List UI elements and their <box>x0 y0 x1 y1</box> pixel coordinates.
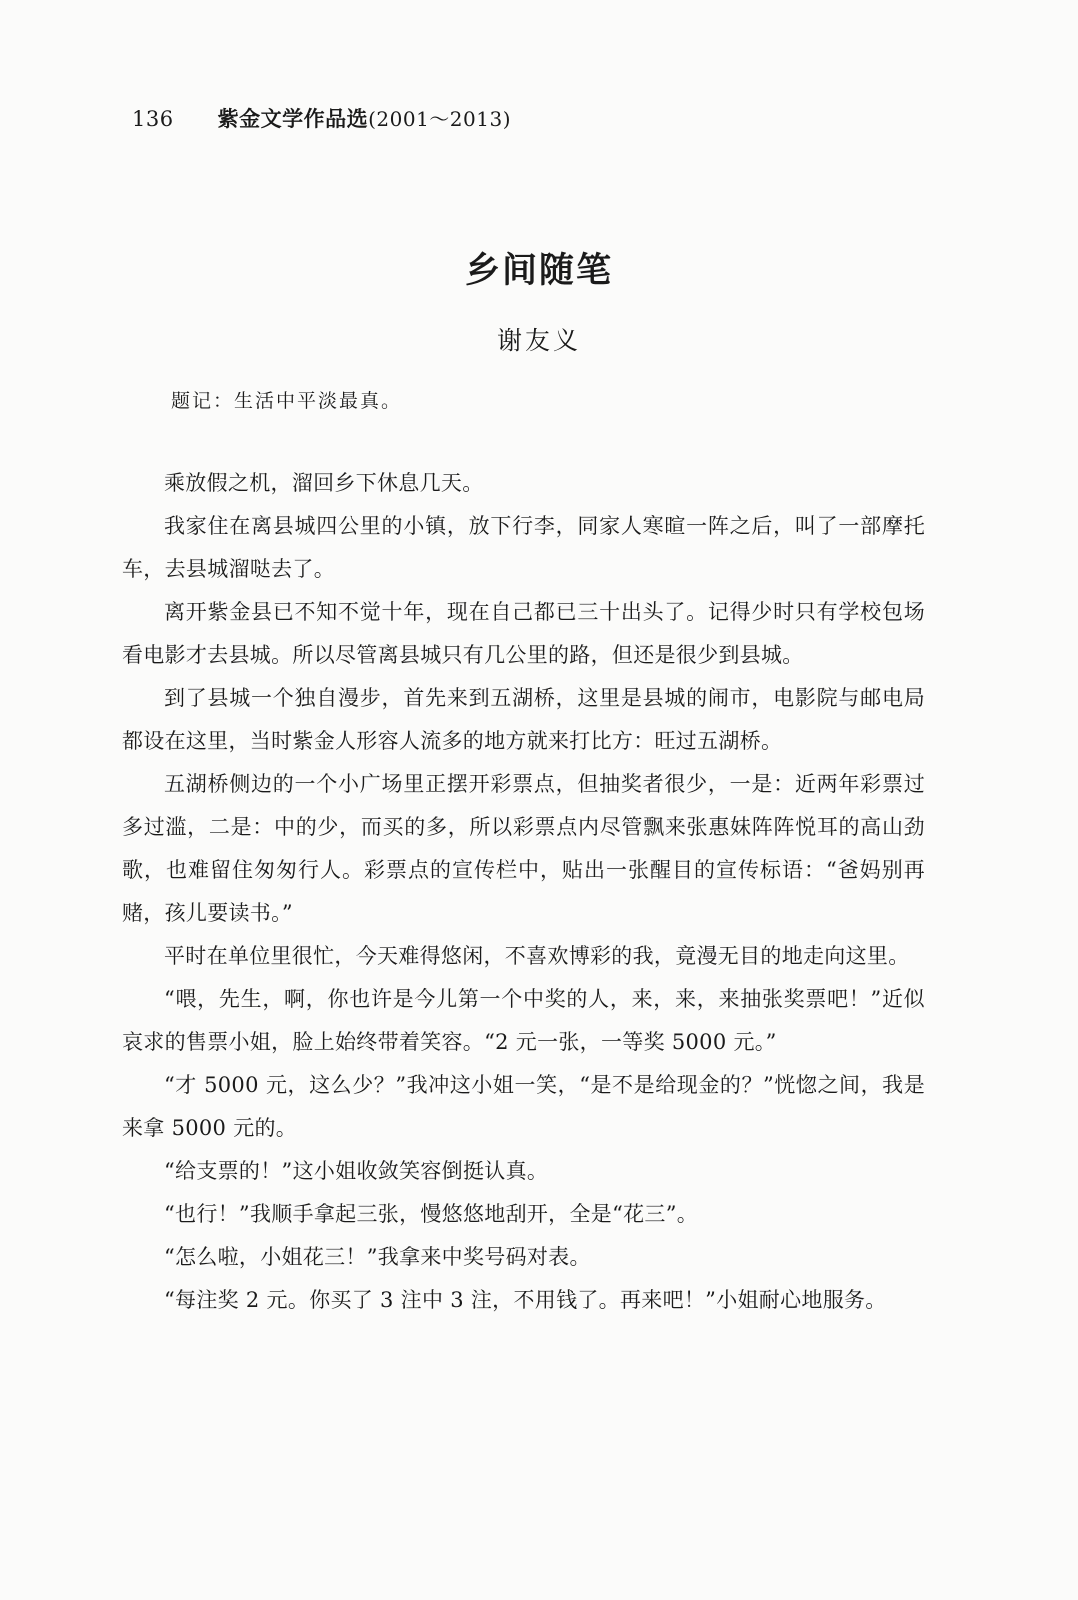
article-body <box>122 462 925 1322</box>
running-header <box>132 103 511 133</box>
article-title: 乡间随笔 <box>464 251 613 291</box>
paragraph: “也行！”我顺手拿起三张，慢悠悠地刮开，全是“花三”。 <box>164 1202 699 1226</box>
page-number: 136 <box>132 107 174 131</box>
paragraph: 乘放假之机，溜回乡下休息几天。 <box>164 471 484 495</box>
book-years: (2001～2013) <box>368 107 511 131</box>
paragraph: 离开紫金县已不知不觉十年，现在自己都已三十出头了。记得少时只有学校包场看电影才去县城。所以尽管离县城只有几公里的路，但还是很少到县城。 <box>122 600 925 667</box>
book-title: 紫金文学作品选 <box>217 107 369 131</box>
paragraph: 五湖桥侧边的一个小广场里正摆开彩票点，但抽奖者很少，一是：近两年彩票过多过滥，二是：中的少，而买的多，所以彩票点内尽管飘来张惠妹阵阵悦耳的高山劲歌，也难留住匆匆行人。彩票点的宣传栏中，贴出一张醒目的宣传标语：“爸妈别再赌，孩儿要读书。” <box>122 772 925 925</box>
paragraph: “每注奖 2 元。你买了 3 注中 3 注，不用钱了。再来吧！”小姐耐心地服务。 <box>164 1288 887 1312</box>
paragraph: 到了县城一个独自漫步，首先来到五湖桥，这里是县城的闹市，电影院与邮电局都设在这里，当时紫金人形容人流多的地方就来打比方：旺过五湖桥。 <box>122 686 925 753</box>
epigraph: 题记：生活中平淡最真。 <box>171 390 403 412</box>
paragraph: “给支票的！”这小姐收敛笑容倒挺认真。 <box>164 1159 549 1183</box>
paragraph: 平时在单位里很忙，今天难得悠闲，不喜欢博彩的我，竟漫无目的地走向这里。 <box>164 944 910 968</box>
paragraph: “怎么啦，小姐花三！”我拿来中奖号码对表。 <box>164 1245 591 1269</box>
paragraph: “喂，先生，啊，你也许是今儿第一个中奖的人，来，来，来抽张奖票吧！”近似哀求的售票小姐，脸上始终带着笑容。“2 元一张，一等奖 5000 元。” <box>122 987 925 1054</box>
article-author: 谢友义 <box>496 326 581 355</box>
paragraph: “才 5000 元，这么少？”我冲这小姐一笑，“是不是给现金的？”恍惚之间，我是来拿 5000 元的。 <box>122 1073 925 1140</box>
paragraph: 我家住在离县城四公里的小镇，放下行李，同家人寒暄一阵之后，叫了一部摩托车，去县城溜哒去了。 <box>122 514 925 581</box>
